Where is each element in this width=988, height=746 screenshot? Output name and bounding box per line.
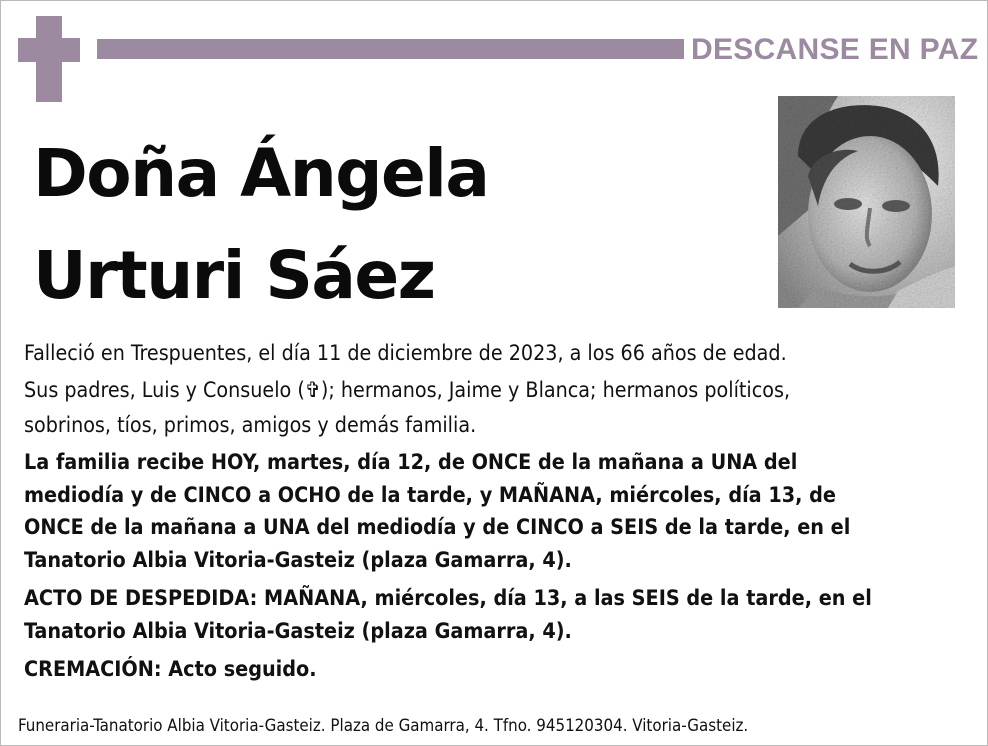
farewell-line: ACTO DE DESPEDIDA: MAÑANA, miércoles, día 13, a las SEIS de la tarde, en el	[24, 586, 872, 611]
visitation-line: La familia recibe HOY, martes, día 12, de ONCE de la mañana a UNA del	[24, 450, 798, 475]
header-band	[97, 39, 684, 59]
farewell-line: Tanatorio Albia Vitoria-Gasteiz (plaza Gamarra, 4).	[24, 618, 572, 644]
visitation-line: ONCE de la mañana a UNA del mediodía y de CINCO a SEIS de la tarde, en el	[24, 515, 851, 540]
cremation-info: CREMACIÓN: Acto seguido.	[24, 657, 317, 682]
portrait-image	[778, 96, 955, 308]
portrait-photo	[778, 96, 955, 308]
cross-horizontal-bar	[18, 38, 80, 62]
visitation-line: mediodía y de CINCO a OCHO de la tarde, y MAÑANA, miércoles, día 13, de	[24, 482, 836, 508]
notice-body	[24, 336, 974, 687]
death-info: Falleció en Trespuentes, el día 11 de diciembre de 2023, a los 66 años de edad.	[24, 341, 787, 366]
deceased-name-line-2: Urturi Sáez	[33, 237, 435, 314]
visitation-line: Tanatorio Albia Vitoria-Gasteiz (plaza Gamarra, 4).	[24, 547, 572, 573]
family-list	[24, 373, 974, 443]
header-label: DESCANSE EN PAZ	[691, 33, 979, 66]
farewell-info	[24, 583, 974, 648]
deceased-name-line-1: Doña Ángela	[33, 135, 489, 212]
family-line: sobrinos, tíos, primos, amigos y demás familia.	[24, 413, 477, 438]
funeral-home-footer: Funeraria-Tanatorio Albia Vitoria-Gasteiz. Plaza de Gamarra, 4. Tfno. 945120304. Vitoria-Gasteiz.	[18, 715, 749, 735]
visitation-info	[24, 447, 974, 577]
family-line: Sus padres, Luis y Consuelo (✞); hermanos, Jaime y Blanca; hermanos políticos,	[24, 378, 791, 403]
